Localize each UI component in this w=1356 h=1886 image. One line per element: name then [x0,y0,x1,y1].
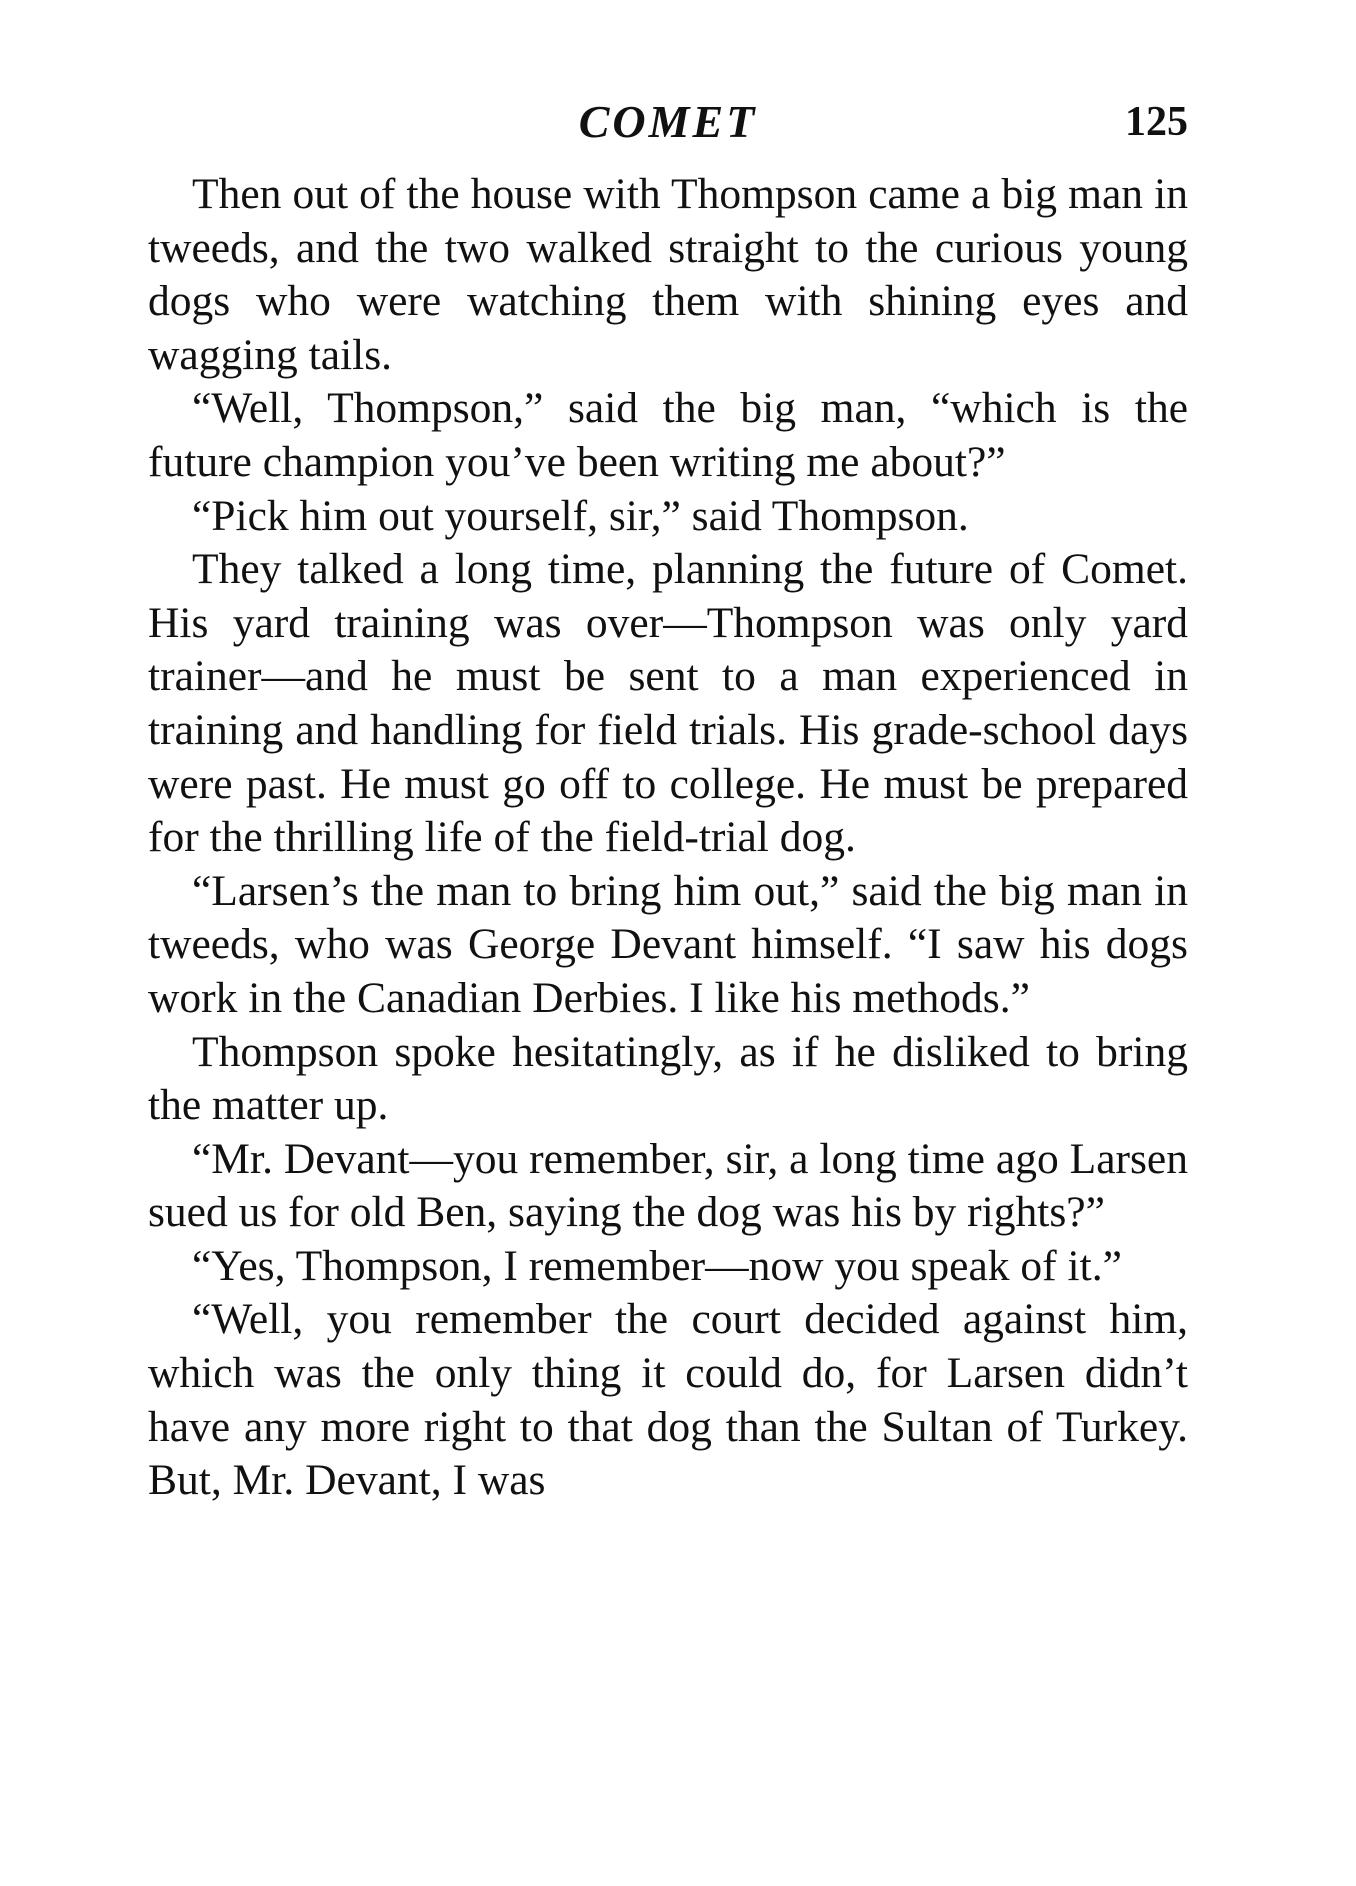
paragraph: Thompson spoke hesitatingly, as if he disliked to bring the matter up. [148,1027,1188,1130]
running-title: COMET [578,96,758,147]
paragraph: “Larsen’s the man to bring him out,” said the big man in tweeds, who was George Devant himself. “I saw his dogs work in the Canadian Derbies. I like his methods.” [148,866,1188,1022]
paragraph: “Well, Thompson,” said the big man, “which is the future champion you’ve been writing me about?” [148,384,1188,486]
paragraph: Then out of the house with Thompson came a big man in tweeds, and the two walked straight to the curious young dogs who were watching them with shining eyes and wagging tails. [148,170,1188,379]
paragraph: “Well, you remember the court decided against him, which was the only thing it could do, for Larsen didn’t have any more right to that dog than the Sultan of Turkey. But, Mr. Devant, I was [148,1295,1188,1505]
running-head [148,92,1188,152]
paragraph: “Yes, Thompson, I remember—now you speak of it.” [192,1241,1122,1290]
paragraph: “Pick him out yourself, sir,” said Thompson. [192,491,969,540]
paragraph: “Mr. Devant—you remember, sir, a long time ago Larsen sued us for old Ben, saying the dog was his by rights?” [148,1134,1188,1237]
page-number: 125 [1125,99,1188,145]
body-text [148,168,1188,1508]
paragraph: They talked a long time, planning the future of Comet. His yard training was over—Thompson was only yard trainer—and he must be sent to a man experienced in training and handling for field trials. His grade-school days were past. He must go off to college. He must be prepared for the thrilling life of the field-trial dog. [148,545,1188,862]
